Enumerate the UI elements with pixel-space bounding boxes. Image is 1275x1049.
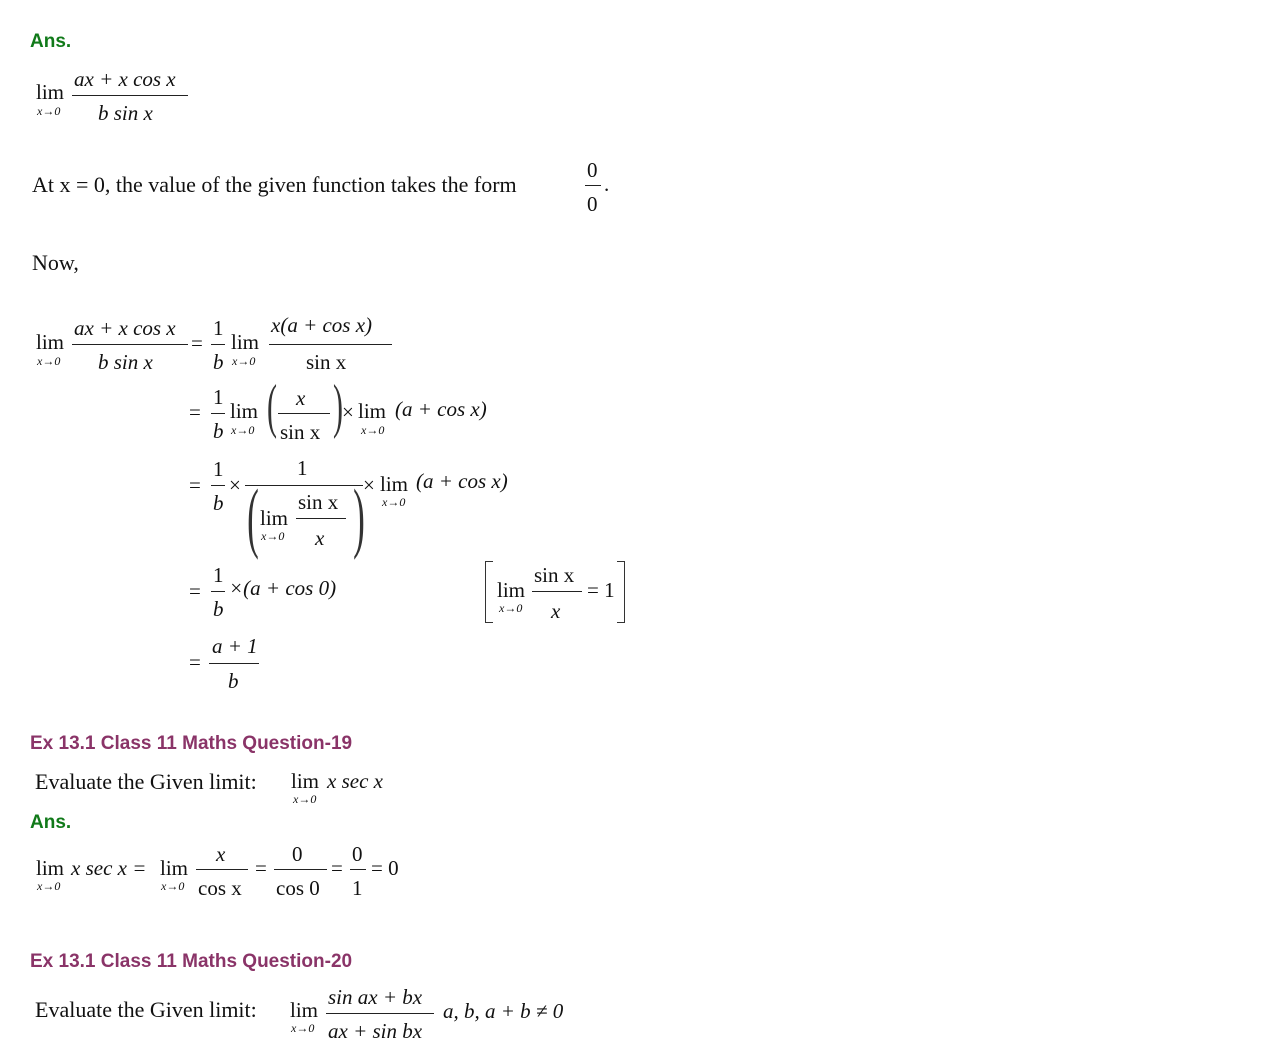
question-19-expression: x sec x <box>327 769 383 793</box>
lim-word: lim <box>291 769 320 793</box>
lim-subscript: x→0 <box>232 354 256 368</box>
one-over-b-num: 1 <box>213 563 224 587</box>
question-19-prompt: Evaluate the Given limit: <box>35 769 257 794</box>
numerator: a + 1 <box>212 634 258 658</box>
fraction-bar <box>211 413 225 414</box>
question-20-numerator: sin ax + bx <box>328 985 423 1009</box>
one-over-b-num: 1 <box>213 316 224 340</box>
one-over-b-den: b <box>213 419 224 443</box>
times-sign: × <box>363 473 375 497</box>
question-19-heading: Ex 13.1 Class 11 Maths Question-19 <box>30 733 353 754</box>
numerator: x(a + cos x) <box>271 313 373 337</box>
lim-word: lim <box>497 578 526 602</box>
lim-subscript: x→0 <box>361 423 385 437</box>
denominator: sin x <box>306 350 347 374</box>
inner-denominator: x <box>315 526 325 550</box>
denominator: sin x <box>280 420 321 444</box>
fraction-numerator: ax + x cos x <box>74 67 176 91</box>
lim-subscript: x→0 <box>291 1021 315 1035</box>
equals-sign: = <box>189 400 201 424</box>
result: = 0 <box>371 856 399 880</box>
fraction-bar <box>72 344 188 345</box>
ans-label: Ans. <box>30 31 72 52</box>
equals-sign: = <box>191 331 203 355</box>
one-over-b-num: 1 <box>213 385 224 409</box>
inner-numerator: sin x <box>298 490 339 514</box>
lim-word: lim <box>290 998 319 1022</box>
denominator: cos x <box>198 876 242 900</box>
lim-word: lim <box>160 856 189 880</box>
form-period: . <box>604 172 610 196</box>
form-denominator: 0 <box>587 192 598 216</box>
left-bracket <box>485 561 493 623</box>
lim-subscript: x→0 <box>231 423 255 437</box>
lim-subscript: x→0 <box>37 354 61 368</box>
close-paren: ) <box>332 373 343 439</box>
numerator: x <box>216 842 226 866</box>
one-over-b-den: b <box>213 597 224 621</box>
fraction-bar <box>274 869 327 870</box>
fraction-bar <box>211 591 225 592</box>
open-paren: ( <box>247 473 259 560</box>
question-20-heading: Ex 13.1 Class 11 Maths Question-20 <box>30 951 353 972</box>
equals-sign: = <box>255 856 267 880</box>
fraction-bar <box>211 344 225 345</box>
one-over-b-num: 1 <box>213 457 224 481</box>
lim-word: lim <box>380 472 409 496</box>
one-over-b-den: b <box>213 350 224 374</box>
lim-subscript: x→0 <box>37 879 61 893</box>
fraction-bar <box>269 344 392 345</box>
ans-label: Ans. <box>30 812 72 833</box>
question-20-condition: a, b, a + b ≠ 0 <box>443 999 564 1023</box>
fraction-bar <box>209 663 259 664</box>
lim-subscript: x→0 <box>37 104 61 118</box>
fraction-bar <box>350 869 366 870</box>
fraction-bar <box>532 591 582 592</box>
fraction-bar <box>326 1013 434 1014</box>
one-over-b-den: b <box>213 491 224 515</box>
times-sign: × <box>229 473 241 497</box>
lim-word: lim <box>231 330 260 354</box>
note-denominator: x <box>551 599 561 623</box>
expression: x sec x = <box>71 856 147 880</box>
open-paren: ( <box>266 373 277 439</box>
denominator: cos 0 <box>276 876 320 900</box>
expression-tail: (a + cos x) <box>395 397 487 421</box>
lim-word: lim <box>36 80 65 104</box>
big-fraction-bar <box>245 485 363 486</box>
note-numerator: sin x <box>534 563 575 587</box>
lim-subscript: x→0 <box>161 879 185 893</box>
fraction-bar <box>211 485 225 486</box>
lim-word: lim <box>358 399 387 423</box>
lim-word: lim <box>36 330 65 354</box>
right-bracket <box>617 561 625 623</box>
fraction-bar <box>278 413 330 414</box>
equals-sign: = <box>331 856 343 880</box>
big-fraction-numerator: 1 <box>297 456 308 480</box>
lim-subscript: x→0 <box>382 495 406 509</box>
lim-word: lim <box>36 856 65 880</box>
lim-word: lim <box>260 506 289 530</box>
numerator: 0 <box>292 842 303 866</box>
expression-tail: ×(a + cos 0) <box>229 576 337 600</box>
lim-word: lim <box>230 399 259 423</box>
numerator: ax + x cos x <box>74 316 176 340</box>
form-fraction-bar <box>585 185 601 186</box>
form-numerator: 0 <box>587 158 598 182</box>
equals-sign: = <box>189 579 201 603</box>
fraction-denominator: b sin x <box>98 101 153 125</box>
form-statement: At x = 0, the value of the given function takes the form <box>32 172 517 197</box>
equals-sign: = <box>189 650 201 674</box>
numerator: 0 <box>352 842 363 866</box>
equals-sign: = <box>189 473 201 497</box>
numerator: x <box>296 386 306 410</box>
now-text: Now, <box>32 250 79 275</box>
expression-tail: (a + cos x) <box>416 469 508 493</box>
note-equals-one: = 1 <box>587 578 615 602</box>
times-sign: × <box>342 400 354 424</box>
fraction-bar <box>72 95 188 96</box>
denominator: 1 <box>352 876 363 900</box>
fraction-bar <box>196 869 248 870</box>
lim-subscript: x→0 <box>261 529 285 543</box>
question-20-denominator: ax + sin bx <box>328 1019 423 1043</box>
denominator: b sin x <box>98 350 153 374</box>
question-20-prompt: Evaluate the Given limit: <box>35 997 257 1022</box>
inner-fraction-bar <box>296 518 346 519</box>
denominator: b <box>228 669 239 693</box>
lim-subscript: x→0 <box>499 601 523 615</box>
lim-subscript: x→0 <box>293 792 317 806</box>
close-paren: ) <box>353 473 365 560</box>
